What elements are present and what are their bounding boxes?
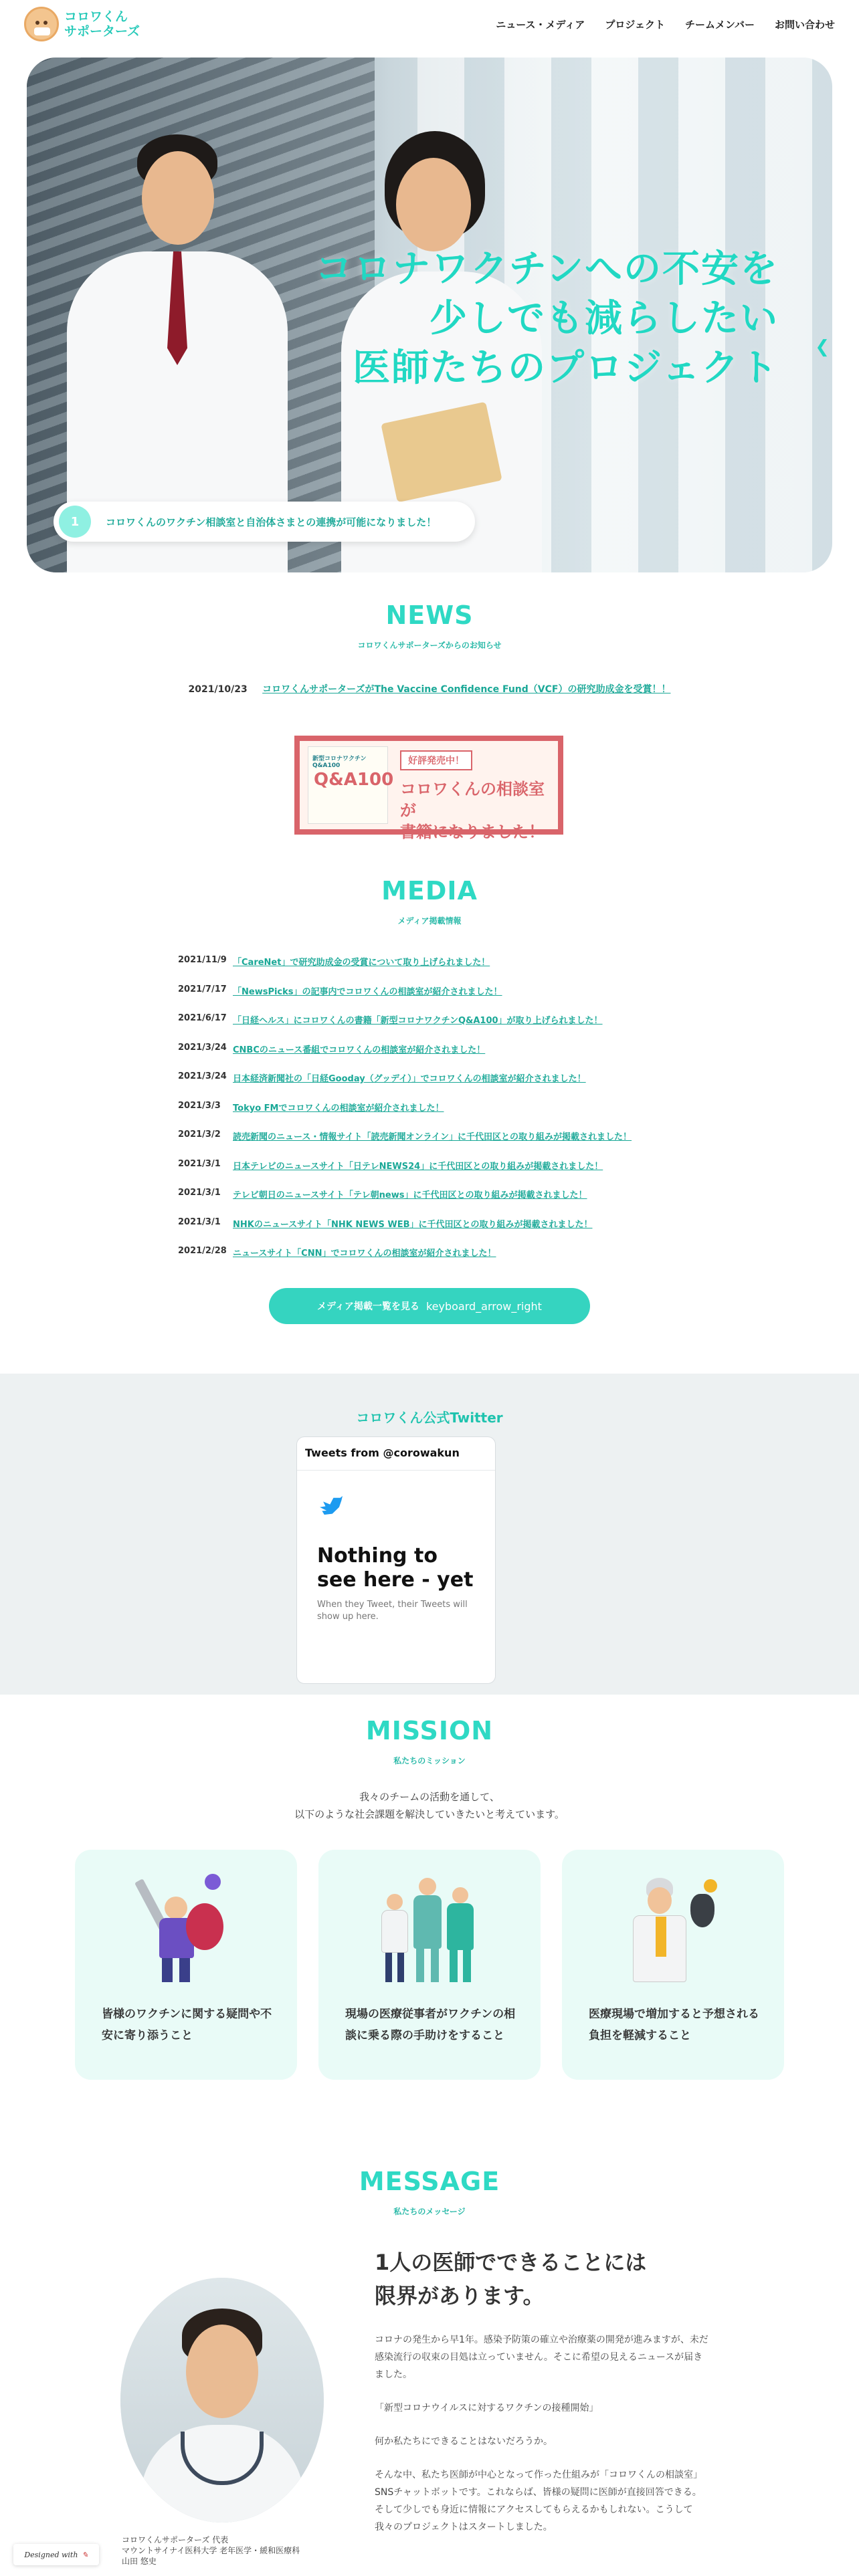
media-item: 2021/3/24 CNBCのニュース番組でコロワくんの相談室が紹介されました！ <box>178 1043 686 1072</box>
twitter-empty-title: Nothing to see here - yet <box>317 1544 474 1592</box>
media-link[interactable]: ニュースサイト「CNN」でコロワくんの相談室が紹介されました！ <box>233 1249 496 1259</box>
message-paragraph: そんな中、私たち医師が中心となって作った仕組みが「コロワくんの相談室」SNSチャットボットです。これならば、皆様の疑問に医師が直接回答できる。そして少しでも身近に情報にアクセスしてもらえるかもしれない。こうして我々のプロジェクトはスタートしました。 <box>375 2470 702 2533</box>
banner-text: コロワくんの相談室が 書籍になりました！ <box>400 780 545 841</box>
media-link[interactable]: CNBCのニュース番組でコロワくんの相談室が紹介されました！ <box>233 1045 486 1055</box>
view-media-list-button[interactable]: メディア掲載一覧を見る keyboard_arrow_right <box>269 1288 590 1324</box>
logo-line2: サポーターズ <box>64 24 140 39</box>
slider-next-icon[interactable]: ❮ <box>815 337 830 357</box>
media-item: 2021/6/17 「日経ヘルス」にコロワくんの書籍「新型コロナワクチンQ&A100」が取り上げられました！ <box>178 1013 686 1043</box>
twitter-timeline-widget[interactable] <box>296 1436 496 1684</box>
media-list <box>178 955 686 1275</box>
media-subtitle: メディア掲載情報 <box>397 916 462 926</box>
message-paragraph: コロナの発生から早1年。感染予防策の確立や治療薬の開発が進みますが、未だ感染流行の収束の目処は立っていません。そこに希望の見えるニュースが届きました。 <box>375 2335 708 2380</box>
news-title: NEWS <box>385 601 474 630</box>
logo-line1: コロワくん <box>64 9 128 24</box>
hero-announcement-link[interactable]: コロワくんのワクチン相談室と自治体さまとの連携が可能になりました！ <box>106 516 437 528</box>
message-body <box>375 2331 709 2552</box>
media-link[interactable]: 「NewsPicks」の記事内でコロワくんの相談室が紹介されました！ <box>233 986 502 997</box>
media-title: MEDIA <box>381 876 478 905</box>
nav-news-media[interactable]: ニュース・メディア <box>496 19 585 31</box>
banner-badge: 好評発売中！ <box>400 750 472 770</box>
media-link[interactable]: 「日経ヘルス」にコロワくんの書籍「新型コロナワクチンQ&A100」が取り上げられました！ <box>233 1016 603 1026</box>
media-item: 2021/3/2 読売新聞のニュース・情報サイト「読売新聞オンライン」に千代田区との取り組みが掲載されました！ <box>178 1130 686 1159</box>
message-title: MESSAGE <box>359 2167 500 2196</box>
media-link[interactable]: 日本経済新聞社の「日経Gooday（グッデイ）」でコロワくんの相談室が紹介されました！ <box>233 1074 586 1084</box>
designed-with-badge[interactable]: Designed with ✎ <box>13 2544 99 2565</box>
pen-icon: ✎ <box>82 2550 88 2559</box>
media-link[interactable]: 「CareNet」で研究助成金の受賞について取り上げられました！ <box>233 958 490 968</box>
book-banner[interactable] <box>294 736 563 841</box>
media-item: 2021/3/1 日本テレビのニュースサイト「日テレNEWS24」に千代田区との取り組みが掲載されました！ <box>178 1159 686 1188</box>
twitter-bird-icon <box>320 1496 343 1515</box>
main-nav <box>496 17 835 31</box>
media-item: 2021/3/1 テレビ朝日のニュースサイト「テレ朝news」に千代田区との取り組みが掲載されました！ <box>178 1188 686 1217</box>
media-link[interactable]: テレビ朝日のニュースサイト「テレ朝news」に千代田区との取り組みが掲載されました！ <box>233 1190 587 1200</box>
nav-team-members[interactable]: チームメンバー <box>685 19 755 31</box>
mission-subtitle: 私たちのミッション <box>393 1756 466 1765</box>
news-date: 2021/10/23 <box>188 684 248 695</box>
twitter-widget-header[interactable]: Tweets from @corowakun <box>297 1437 495 1471</box>
media-item: 2021/3/3 Tokyo FMでコロワくんの相談室が紹介されました！ <box>178 1101 686 1130</box>
hero-banner <box>27 58 832 572</box>
mission-card <box>562 1850 784 2080</box>
twitter-title: コロワくん公式Twitter <box>356 1410 503 1426</box>
medical-staff-illustration <box>379 1874 486 1988</box>
media-item: 2021/3/1 NHKのニュースサイト「NHK NEWS WEB」に千代田区との取り組みが掲載されました！ <box>178 1217 686 1247</box>
mission-title: MISSION <box>365 1716 494 1745</box>
media-link[interactable]: 読売新聞のニュース・情報サイト「読売新聞オンライン」に千代田区との取り組みが掲載されました！ <box>233 1132 632 1142</box>
keyboard-arrow-right-icon: keyboard_arrow_right <box>425 1299 542 1313</box>
photo-caption: コロワくんサポーターズ 代表 マウントサイナイ医科大学 老年医学・緩和医療科 山田 悠史 <box>122 2535 300 2566</box>
media-item: 2021/3/24 日本経済新聞社の「日経Gooday（グッデイ）」でコロワくんの相談室が紹介されました！ <box>178 1071 686 1101</box>
media-link[interactable]: 日本テレビのニュースサイト「日テレNEWS24」に千代田区との取り組みが掲載されました！ <box>233 1161 603 1172</box>
twitter-empty-text: When they Tweet, their Tweets will show up here. <box>317 1600 468 1622</box>
mission-card-text: 医療現場で増加すると予想される負担を軽減すること <box>589 2008 759 2042</box>
site-header <box>0 0 859 53</box>
message-paragraph: 何か私たちにできることはないだろうか。 <box>375 2436 553 2447</box>
media-item: 2021/11/9 「CareNet」で研究助成金の受賞について取り上げられました！ <box>178 955 686 984</box>
media-link[interactable]: Tokyo FMでコロワくんの相談室が紹介されました！ <box>233 1103 444 1113</box>
mission-card <box>318 1850 541 2080</box>
message-subtitle: 私たちのメッセージ <box>393 2207 466 2216</box>
representative-photo <box>120 2278 324 2523</box>
media-link[interactable]: NHKのニュースサイト「NHK NEWS WEB」に千代田区との取り組みが掲載されました！ <box>233 1219 593 1230</box>
virus-fighter-illustration <box>139 1870 233 1983</box>
news-subtitle: コロワくんサポーターズからのお知らせ <box>357 641 502 650</box>
nav-contact[interactable]: お問い合わせ <box>774 19 835 31</box>
mission-intro: 我々のチームの活動を通して、 以下のような社会課題を解決していきたいと考えています。 <box>294 1791 565 1820</box>
nav-project[interactable]: プロジェクト <box>605 19 666 31</box>
slide-indicator[interactable]: 1 <box>59 506 91 538</box>
twitter-section <box>0 1374 859 1695</box>
mission-card <box>75 1850 297 2080</box>
site-logo[interactable] <box>24 7 140 41</box>
message-paragraph: 「新型コロナウイルスに対するワクチンの接種開始」 <box>375 2403 599 2413</box>
doctor-with-virus-illustration <box>626 1874 727 1988</box>
hero-announcement[interactable] <box>54 502 475 542</box>
message-heading: 1人の医師でできることには 限界があります。 <box>375 2250 647 2309</box>
mission-card-text: 現場の医療従事者がワクチンの相談に乗る際の手助けをすること <box>345 2008 516 2042</box>
hero-title: コロナワクチンへの不安を 少しでも減らしたい 医師たちのプロジェクト <box>314 247 779 390</box>
book-cover-image: 新型コロナワクチンQ&A100 Q&A100 <box>308 746 388 824</box>
news-link[interactable]: コロワくんサポーターズがThe Vaccine Confidence Fund（VCF）の研究助成金を受賞！！ <box>262 684 671 695</box>
news-item <box>0 682 859 695</box>
media-item: 2021/2/28 ニュースサイト「CNN」でコロワくんの相談室が紹介されました！ <box>178 1246 686 1275</box>
mission-card-text: 皆様のワクチンに関する疑問や不安に寄り添うこと <box>102 2008 272 2042</box>
corowakun-mascot-icon <box>24 7 59 41</box>
media-item: 2021/7/17 「NewsPicks」の記事内でコロワくんの相談室が紹介されました！ <box>178 984 686 1014</box>
